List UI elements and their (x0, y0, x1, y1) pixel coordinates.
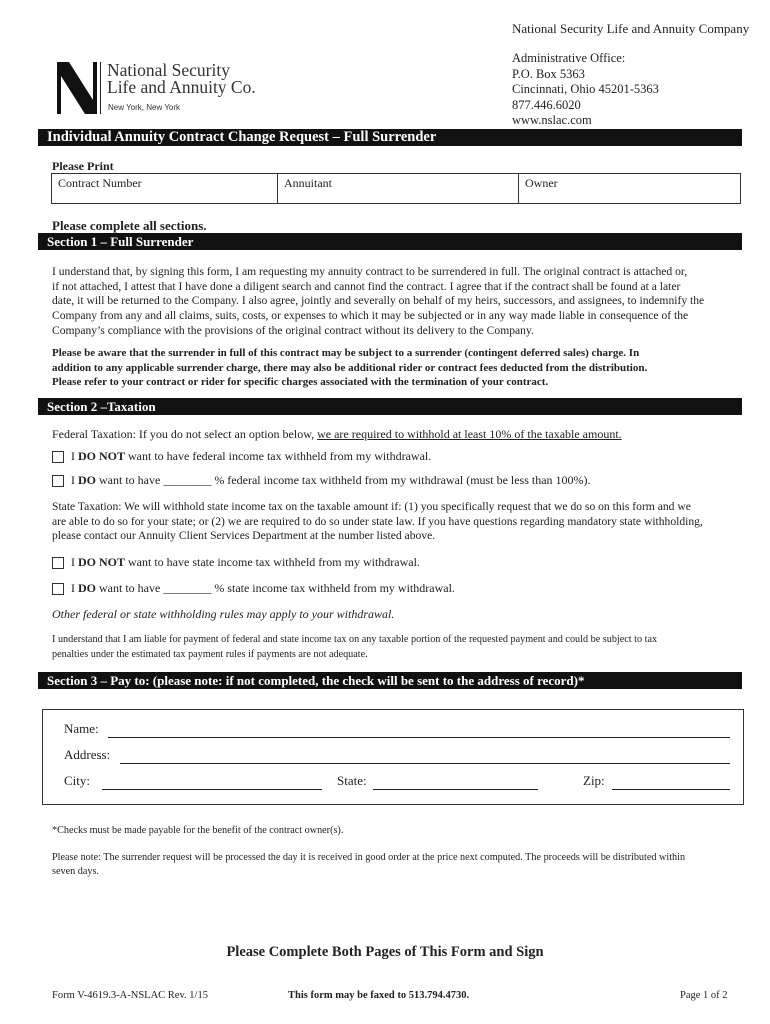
city-input-line[interactable] (102, 789, 322, 790)
option-bold: DO (78, 581, 96, 595)
logo-divider (100, 62, 101, 114)
state-label: State: (337, 773, 367, 788)
company-name-header: National Security Life and Annuity Company (512, 21, 750, 36)
federal-intro-text: Federal Taxation: If you do not select an option below, (52, 427, 318, 441)
contract-number-field[interactable]: Contract Number (58, 176, 142, 190)
surrender-statement (52, 265, 744, 339)
logo-line-2: Life and Annuity Co. (107, 76, 256, 97)
city-label: City: (64, 773, 91, 788)
annuitant-field[interactable]: Annuitant (284, 176, 332, 190)
processing-line: seven days. (52, 866, 99, 877)
website: www.nslac.com (512, 113, 592, 127)
company-logo (55, 60, 99, 121)
option-text: I (71, 449, 78, 463)
section-1-header: Section 1 – Full Surrender (38, 233, 742, 250)
option-text: want to have federal income tax withheld from my withdrawal. (125, 449, 432, 463)
form-title: Individual Annuity Contract Change Request – Full Surrender (38, 129, 742, 146)
state-input-line[interactable] (373, 789, 538, 790)
section-2-header: Section 2 –Taxation (38, 398, 742, 415)
complete-both-pages-notice: Please Complete Both Pages of This Form and Sign (226, 944, 544, 960)
processing-line: Please note: The surrender request will be processed the day it is received in good order at the price next computed. The proceeds will be distributed within (52, 852, 686, 863)
logo-line-1: National Security (107, 60, 230, 80)
state-do-checkbox[interactable] (52, 583, 64, 595)
logo-location: New York, New York (108, 103, 181, 112)
state-do-not-checkbox[interactable] (52, 557, 64, 569)
tax-liability-statement (52, 633, 744, 662)
page-number: Page 1 of 2 (680, 990, 728, 1001)
complete-all-sections: Please complete all sections. (52, 218, 207, 233)
form-number: Form V-4619.3-A-NSLAC Rev. 1/15 (52, 990, 208, 1001)
warning-line: Please be aware that the surrender in full of this contract may be subject to a surrender (contingent deferred sales) charge. In (52, 347, 640, 359)
state-line: State Taxation: We will withhold state income tax on the taxable amount if: (1) you specifically request that we do so on this form and we (52, 500, 691, 513)
warning-line: Please refer to your contract or rider for specific charges associated with the termination of your contract. (52, 376, 549, 389)
owner-field[interactable]: Owner (525, 176, 558, 190)
fax-notice: This form may be faxed to 513.794.4730. (288, 990, 470, 1001)
name-input-line[interactable] (108, 737, 730, 738)
zip-input-line[interactable] (612, 789, 730, 790)
liability-line: I understand that I am liable for payment of federal and state income tax on any taxable portion of the requested payment and could be subject to tax (52, 634, 658, 645)
option-text: I (71, 581, 78, 595)
processing-note (52, 851, 744, 879)
state-taxation-text (52, 500, 744, 544)
federal-do-checkbox[interactable] (52, 475, 64, 487)
zip-label: Zip: (583, 773, 605, 788)
admin-office-label: Administrative Office: (512, 51, 626, 65)
administrative-address (512, 51, 659, 129)
checks-payable-note: *Checks must be made payable for the benefit of the contract owner(s). (52, 825, 344, 836)
option-text: I (71, 555, 78, 569)
federal-do-not-checkbox[interactable] (52, 451, 64, 463)
option-text: want to have ________ % state income tax withheld from my withdrawal. (96, 581, 455, 595)
federal-taxation-intro (52, 427, 622, 442)
city-line: Cincinnati, Ohio 45201-5363 (512, 82, 659, 96)
please-print-label: Please Print (52, 159, 114, 173)
state-do-option (71, 581, 455, 596)
surrender-charge-warning (52, 346, 744, 390)
address-input-line[interactable] (120, 763, 730, 764)
option-text: want to have state income tax withheld from my withdrawal. (125, 555, 420, 569)
contract-info-table (51, 173, 741, 204)
po-box: P.O. Box 5363 (512, 66, 585, 81)
option-bold: DO NOT (78, 555, 126, 569)
statement-line: Company from any and all claims, suits, costs, or expenses to which it may be subjected or in any way made liable in consequence of the (52, 309, 689, 323)
logo-mark-icon (55, 60, 99, 116)
option-text: I (71, 473, 78, 487)
statement-line: date, it will be returned to the Company. I also agree, jointly and severally on behalf of my heirs, successors, and assignees, to indemnify the (52, 294, 705, 308)
federal-do-not-option (71, 449, 431, 464)
state-line: are able to do so for your state; or (2) we are required to do so under state law. If you have questions regarding mandatory state withholding, (52, 514, 703, 528)
federal-required-text: we are required to withhold at least 10% of the taxable amount. (317, 427, 622, 441)
option-bold: DO NOT (78, 449, 126, 463)
logo-wordmark (107, 62, 256, 95)
option-bold: DO (78, 473, 96, 487)
option-text: want to have ________ % federal income tax withheld from my withdrawal (must be less than 100%). (96, 473, 591, 487)
state-do-not-option (71, 555, 420, 570)
other-withholding-note: Other federal or state withholding rules may apply to your withdrawal. (52, 607, 395, 621)
address-label: Address: (64, 747, 111, 762)
state-line: please contact our Annuity Client Services Department at the number listed above. (52, 529, 436, 543)
federal-do-option (71, 473, 591, 488)
statement-line: I understand that, by signing this form, I am requesting my annuity contract to be surrendered in full. The original contract is attached or, (52, 265, 688, 278)
name-label: Name: (64, 721, 99, 736)
warning-line: addition to any applicable surrender charge, there may also be additional rider or contract fees deducted from the distribution. (52, 361, 648, 374)
section-3-header: Section 3 – Pay to: (please note: if not completed, the check will be sent to the address of record)* (38, 672, 742, 689)
phone-number: 877.446.6020 (512, 97, 581, 112)
statement-line: Company’s compliance with the provisions of the original contract without its delivery to the Company. (52, 323, 534, 337)
pay-to-box (42, 709, 744, 805)
statement-line: if not attached, I attest that I have done a diligent search and cannot find the contract. I agree that if the contract shall be found at a later (52, 279, 681, 293)
liability-line: penalties under the estimated tax payment rules if payments are not adequate. (52, 648, 368, 660)
